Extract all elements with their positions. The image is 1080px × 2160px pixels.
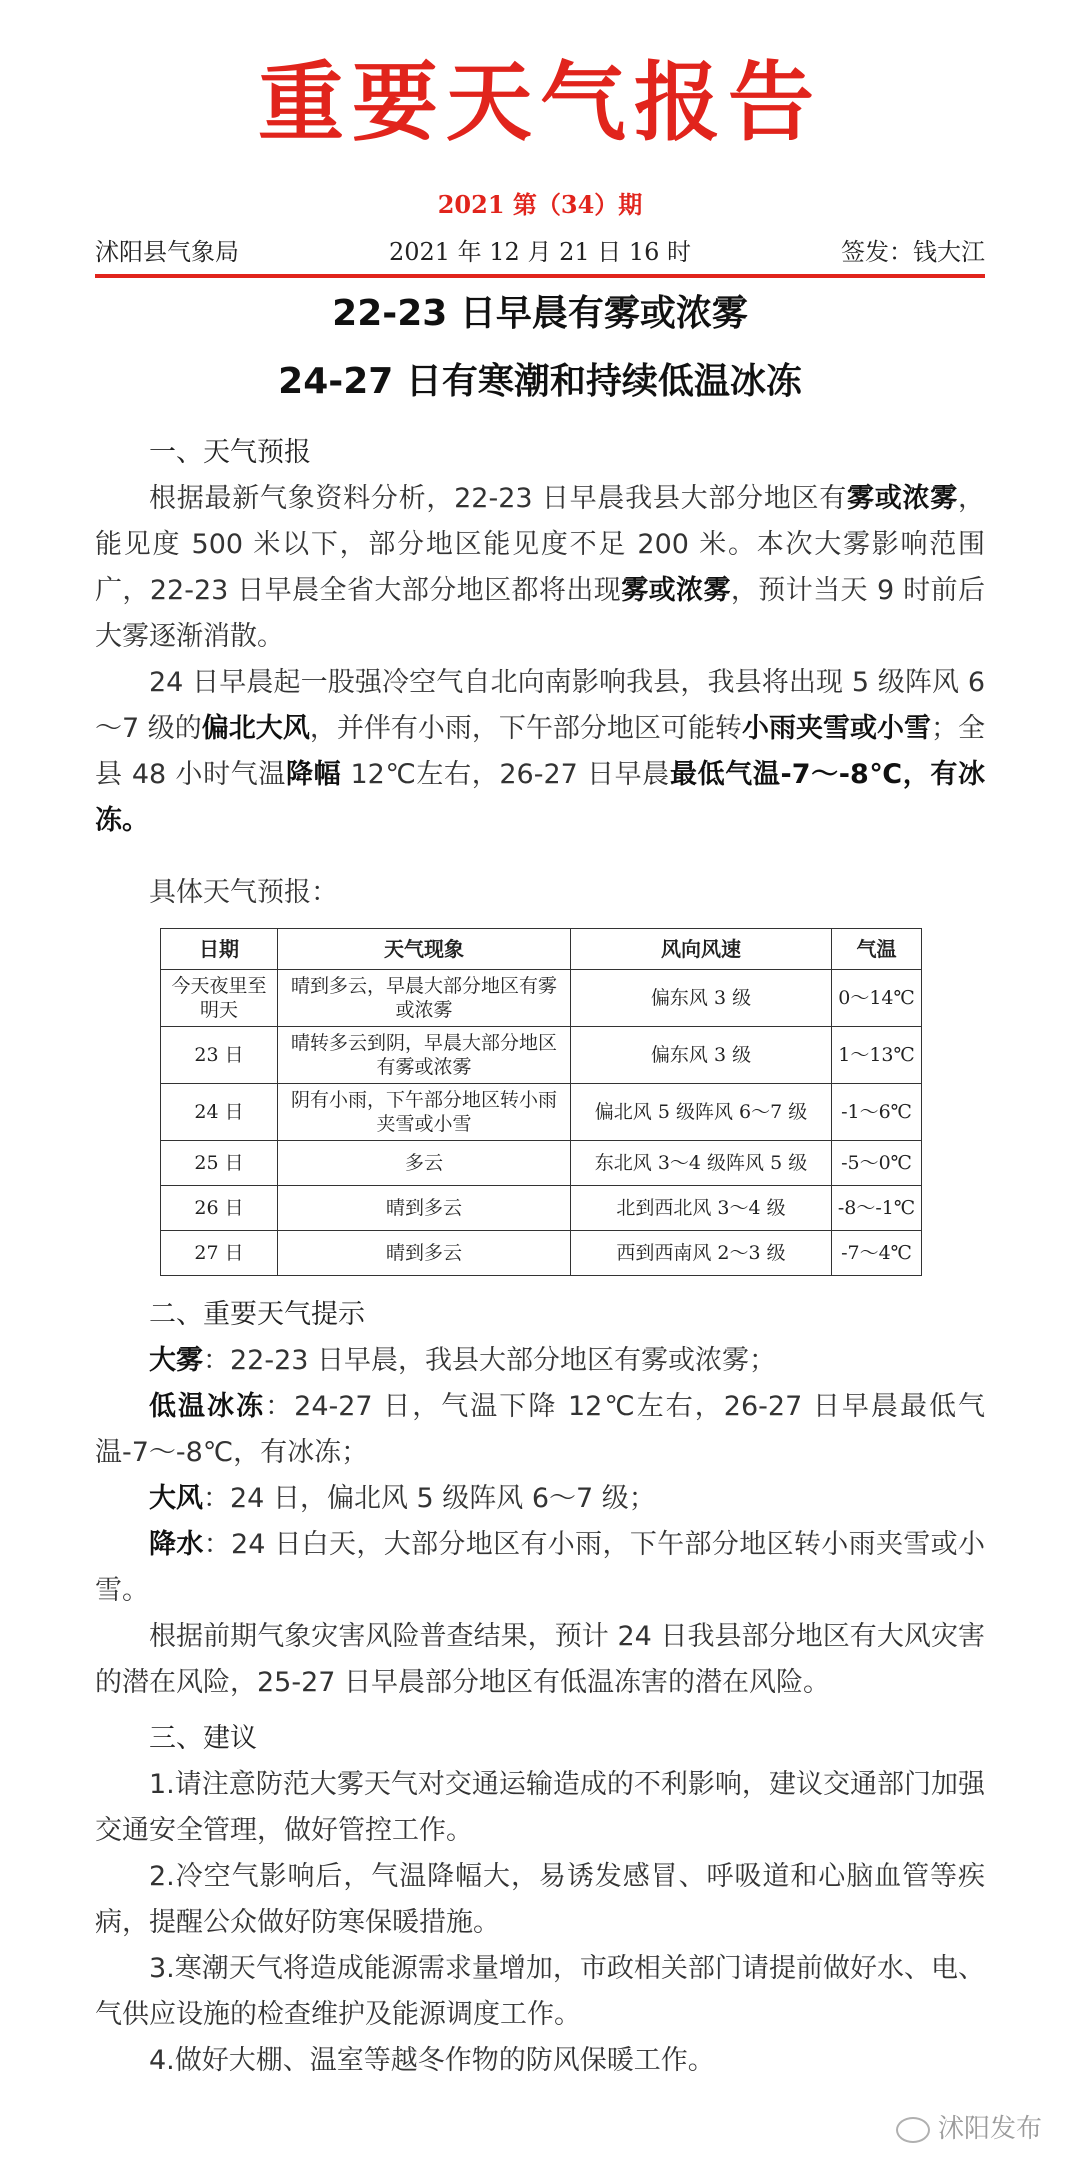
col-wind: 风向风速	[571, 929, 832, 970]
alert-freeze: 低温冰冻：24-27 日，气温下降 12℃左右，26-27 日早晨最低气温-7～-8℃，有冰冻；	[95, 1391, 985, 1468]
cell-wind: 偏东风 3 级	[571, 1027, 832, 1084]
section-alerts	[95, 1292, 985, 1706]
section-forecast	[95, 430, 985, 844]
forecast-table	[160, 928, 922, 1276]
cell-temp: 0～14℃	[832, 970, 922, 1027]
cell-weather: 阴有小雨，下午部分地区转小雨夹雪或小雪	[278, 1084, 571, 1141]
section-3-title: 三、建议	[149, 1723, 257, 1754]
table-row	[161, 1027, 922, 1084]
table-caption: 具体天气预报：	[149, 877, 338, 908]
table-caption-wrap	[95, 870, 985, 916]
cell-wind: 西到西南风 2～3 级	[571, 1231, 832, 1276]
cell-weather: 晴转多云到阴，早晨大部分地区有雾或浓雾	[278, 1027, 571, 1084]
cell-wind: 偏东风 3 级	[571, 970, 832, 1027]
wechat-icon	[896, 2117, 930, 2143]
cell-temp: -8～-1℃	[832, 1186, 922, 1231]
advice-item: 3.寒潮天气将造成能源需求量增加，市政相关部门请提前做好水、电、气供应设施的检查维护及能源调度工作。	[95, 1953, 985, 2030]
cell-weather: 晴到多云，早晨大部分地区有雾或浓雾	[278, 970, 571, 1027]
forecast-paragraph-2: 24 日早晨起一股强冷空气自北向南影响我县，我县将出现 5 级阵风 6～7 级的偏北大风，并伴有小雨，下午部分地区可能转小雨夹雪或小雪；全县 48 小时气温降幅 12℃左右，26-27 日早晨最低气温-7～-8℃，有冰冻。	[95, 667, 986, 836]
watermark	[896, 2108, 1042, 2145]
section-2-title: 二、重要天气提示	[149, 1299, 365, 1330]
table-row	[161, 1186, 922, 1231]
advice-item: 1.请注意防范大雾天气对交通运输造成的不利影响，建议交通部门加强交通安全管理，做好管控工作。	[95, 1769, 985, 1846]
cell-weather: 晴到多云	[278, 1186, 571, 1231]
issuer: 沭阳县气象局	[95, 238, 239, 266]
cell-wind: 东北风 3～4 级阵风 5 级	[571, 1141, 832, 1186]
advice-item: 2.冷空气影响后，气温降幅大，易诱发感冒、呼吸道和心脑血管等疾病，提醒公众做好防寒保暖措施。	[95, 1861, 985, 1938]
cell-wind: 偏北风 5 级阵风 6～7 级	[571, 1084, 832, 1141]
table-row	[161, 970, 922, 1027]
cell-date: 24 日	[161, 1084, 278, 1141]
cell-temp: 1～13℃	[832, 1027, 922, 1084]
col-weather: 天气现象	[278, 929, 571, 970]
forecast-paragraph-1: 根据最新气象资料分析，22-23 日早晨我县大部分地区有雾或浓雾，能见度 500 米以下，部分地区能见度不足 200 米。本次大雾影响范围广，22-23 日早晨全省大部分地区都将出现雾或浓雾，预计当天 9 时前后大雾逐渐消散。	[95, 483, 986, 652]
section-advice	[95, 1716, 985, 2084]
risk-paragraph: 根据前期气象灾害风险普查结果，预计 24 日我县部分地区有大风灾害的潜在风险，25-27 日早晨部分地区有低温冻害的潜在风险。	[95, 1621, 985, 1698]
cell-temp: -5～0℃	[832, 1141, 922, 1186]
table-row	[161, 1141, 922, 1186]
cell-date: 25 日	[161, 1141, 278, 1186]
red-divider	[95, 274, 985, 278]
alert-precip: 降水：24 日白天，大部分地区有小雨，下午部分地区转小雨夹雪或小雪。	[95, 1529, 985, 1606]
col-temp: 气温	[832, 929, 922, 970]
cell-date: 27 日	[161, 1231, 278, 1276]
cell-wind: 北到西北风 3～4 级	[571, 1186, 832, 1231]
cell-date: 26 日	[161, 1186, 278, 1231]
table-row	[161, 1231, 922, 1276]
alert-wind: 大风：24 日，偏北风 5 级阵风 6～7 级；	[149, 1483, 656, 1514]
issue-number: 2021 第（34）期	[437, 190, 643, 219]
headline-line-2: 24-27 日有寒潮和持续低温冰冻	[278, 361, 802, 402]
section-1-title: 一、天气预报	[149, 437, 311, 468]
issue-date: 2021 年 12 月 21 日 16 时	[388, 238, 692, 266]
watermark-text: 沭阳发布	[937, 2114, 1042, 2144]
cell-date: 今天夜里至明天	[161, 970, 278, 1027]
headline-line-1: 22-23 日早晨有雾或浓雾	[332, 293, 748, 334]
cell-weather: 晴到多云	[278, 1231, 571, 1276]
cell-date: 23 日	[161, 1027, 278, 1084]
alert-fog: 大雾：22-23 日早晨，我县大部分地区有雾或浓雾；	[149, 1345, 777, 1376]
cell-weather: 多云	[278, 1141, 571, 1186]
cell-temp: -1～6℃	[832, 1084, 922, 1141]
col-date: 日期	[161, 929, 278, 970]
advice-item: 4.做好大棚、温室等越冬作物的防风保暖工作。	[149, 2045, 715, 2076]
report-title: 重要天气报告	[258, 52, 822, 153]
signer: 签发：钱大江	[841, 238, 985, 266]
table-row	[161, 1084, 922, 1141]
meta-row	[95, 234, 985, 270]
table-header-row	[161, 929, 922, 970]
cell-temp: -7～4℃	[832, 1231, 922, 1276]
